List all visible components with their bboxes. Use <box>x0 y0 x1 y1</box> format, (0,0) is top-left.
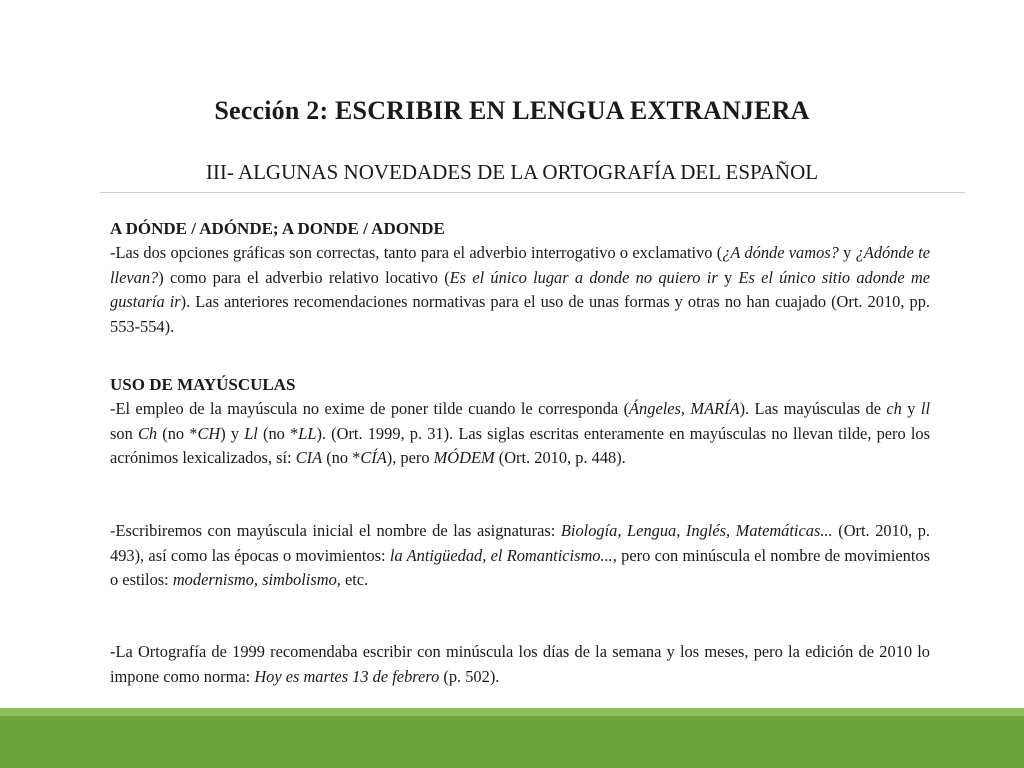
text-run: ), pero <box>386 448 434 467</box>
example-italic: Ángeles, MARÍA <box>629 399 740 418</box>
section-heading: USO DE MAYÚSCULAS <box>110 375 296 394</box>
section-a-donde <box>110 217 930 339</box>
text-run: y <box>901 399 921 418</box>
example-italic: Es el único sitio adonde me gustaría ir <box>110 267 930 311</box>
text-run: (Ort. 2010, p. 448). <box>494 448 626 467</box>
example-italic: ¿Adónde te llevan? <box>110 243 930 287</box>
text-run: -El empleo de la mayúscula no exime de poner tilde cuando le corresponda ( <box>110 399 630 418</box>
section-paragraph <box>110 397 930 471</box>
text-run: ) y <box>220 423 245 443</box>
example-italic: ch <box>886 399 902 418</box>
section-paragraph <box>110 519 930 593</box>
example-italic: Es el único lugar a donde no quiero ir <box>449 267 718 287</box>
text-run: (p. 502). <box>439 666 500 686</box>
text-run: (no * <box>322 448 361 467</box>
text-run: (no * <box>157 423 198 443</box>
text-run: , pero con minúscula el nombre de movimientos o estilos: <box>110 545 930 589</box>
example-italic: MÓDEM <box>433 448 495 467</box>
example-italic: ¿A dónde vamos? <box>722 243 839 262</box>
paragraph-asignaturas <box>110 519 930 593</box>
text-run: ). Las mayúsculas de <box>739 399 887 418</box>
text-run: -Las dos opciones gráficas son correctas, tanto para el adverbio interrogativo o exclamativo ( <box>110 243 723 262</box>
example-italic: modernismo, simbolismo, <box>172 570 341 589</box>
section-heading: A DÓNDE / ADÓNDE; A DONDE / ADONDE <box>110 219 445 238</box>
example-italic: Biología, Lengua, Inglés, Matemáticas... <box>560 521 833 540</box>
text-run: son <box>110 423 138 443</box>
text-run: (no * <box>257 423 299 443</box>
footer-bar <box>0 716 1024 768</box>
section-paragraph <box>110 640 930 689</box>
example-italic: Hoy es martes 13 de febrero <box>254 666 440 686</box>
example-italic: LL <box>298 423 317 443</box>
slide-title: Sección 2: ESCRIBIR EN LENGUA EXTRANJERA <box>214 96 810 125</box>
paragraph-dias-meses <box>110 640 930 689</box>
example-italic: CÍA <box>360 448 387 467</box>
text-run: (Ort. 2010, p. 493), así como las épocas o movimientos: <box>110 521 931 565</box>
example-italic: CIA <box>295 448 323 467</box>
section-paragraph <box>110 241 930 339</box>
text-run: y <box>717 267 739 287</box>
section-mayusculas <box>110 373 930 471</box>
text-run: ) como para el adverbio relativo locativo ( <box>158 267 450 287</box>
text-run: ). Las anteriores recomendaciones normativas para el uso de unas formas y otras no han cuajado (Ort. 2010, pp. 553-554). <box>110 292 930 336</box>
text-run: etc. <box>340 570 369 589</box>
example-italic: Ll <box>244 423 258 443</box>
title-divider <box>100 192 965 193</box>
example-italic: ll <box>920 399 930 418</box>
text-run: y <box>838 243 856 262</box>
slide-subtitle: III- ALGUNAS NOVEDADES DE LA ORTOGRAFÍA DEL ESPAÑOL <box>205 160 819 184</box>
example-italic: Ch <box>137 423 158 443</box>
text-run: -La Ortografía de 1999 recomendaba escribir con minúscula los días de la semana y los meses, pero la edición de 2010 lo impone como norma: <box>110 642 930 686</box>
text-run: -Escribiremos con mayúscula inicial el nombre de las asignaturas: <box>110 521 561 540</box>
footer-accent-bar <box>0 708 1024 716</box>
example-italic: la Antigüedad, el Romanticismo... <box>389 545 613 565</box>
text-run: ). (Ort. 1999, p. 31). Las siglas escritas enteramente en mayúsculas no llevan tilde, pero los acrónimos lexicalizados, sí: <box>110 423 930 467</box>
example-italic: CH <box>197 423 221 443</box>
